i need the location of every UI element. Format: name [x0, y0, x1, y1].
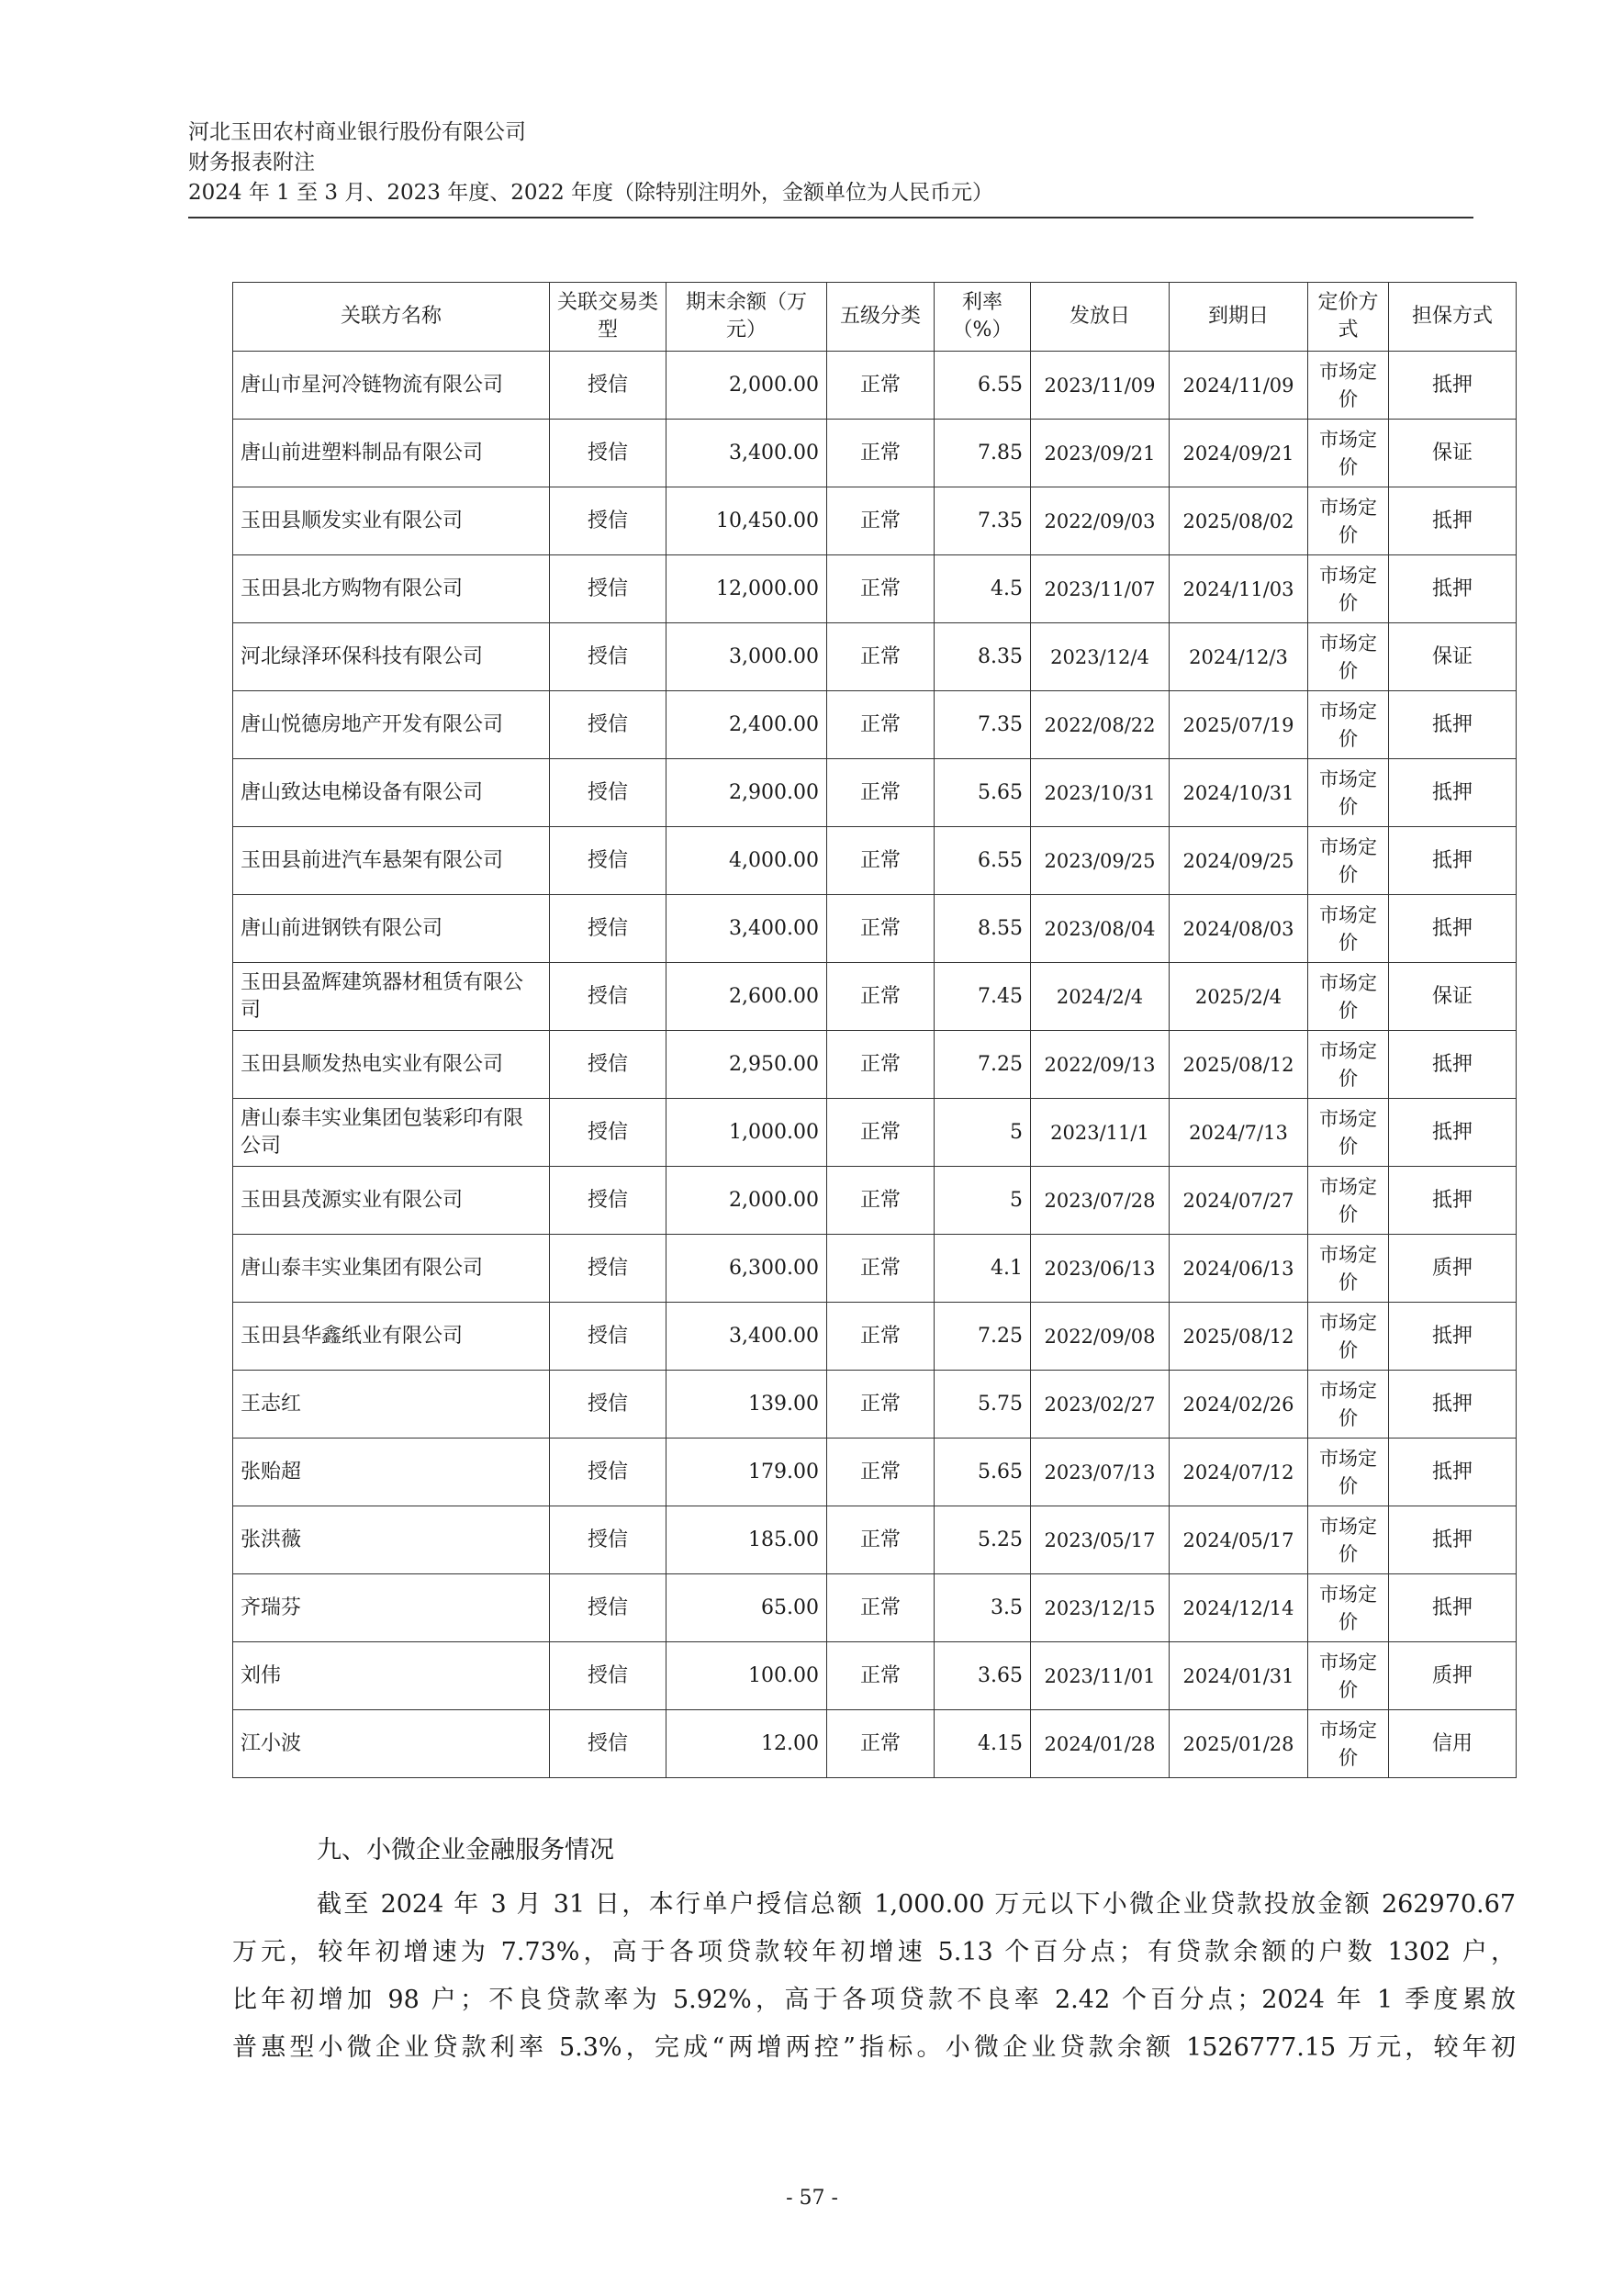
table-row: [233, 555, 1517, 623]
cell-guarantee: 抵押: [1389, 895, 1517, 963]
cell-rate: 7.35: [935, 691, 1031, 759]
cell-guarantee: 抵押: [1389, 1031, 1517, 1099]
table-row: [233, 1099, 1517, 1167]
table-row: [233, 623, 1517, 691]
table-row: [233, 963, 1517, 1031]
cell-class: 正常: [827, 895, 935, 963]
period-note: 2024 年 1 至 3 月、2023 年度、2022 年度（除特别注明外，金额单位为人民币元）: [188, 181, 994, 205]
cell-pricing: 市场定价: [1308, 1439, 1389, 1506]
cell-type: 授信: [550, 1642, 666, 1710]
cell-type: 授信: [550, 1235, 666, 1303]
cell-issue-date: 2023/11/01: [1031, 1642, 1170, 1710]
table-row: [233, 827, 1517, 895]
cell-rate: 5: [935, 1167, 1031, 1235]
cell-rate: 5.65: [935, 759, 1031, 827]
cell-pricing: 市场定价: [1308, 691, 1389, 759]
cell-issue-date: 2024/2/4: [1031, 963, 1170, 1031]
cell-due-date: 2024/7/13: [1170, 1099, 1308, 1167]
header-type: 关联交易类型: [550, 283, 666, 352]
cell-balance: 65.00: [666, 1574, 827, 1642]
table-row: [233, 1439, 1517, 1506]
cell-due-date: 2024/08/03: [1170, 895, 1308, 963]
header-guarantee: 担保方式: [1389, 283, 1517, 352]
cell-issue-date: 2023/05/17: [1031, 1506, 1170, 1574]
cell-rate: 8.35: [935, 623, 1031, 691]
cell-rate: 6.55: [935, 827, 1031, 895]
cell-class: 正常: [827, 352, 935, 420]
cell-name: 玉田县北方购物有限公司: [233, 555, 550, 623]
section-title: 九、小微企业金融服务情况: [317, 1836, 614, 1864]
cell-name: 玉田县盈辉建筑器材租赁有限公司: [233, 963, 550, 1031]
cell-guarantee: 抵押: [1389, 759, 1517, 827]
header-name: 关联方名称: [233, 283, 550, 352]
cell-issue-date: 2023/07/28: [1031, 1167, 1170, 1235]
header-balance: 期末余额（万元）: [666, 283, 827, 352]
table-row: [233, 1506, 1517, 1574]
cell-guarantee: 抵押: [1389, 352, 1517, 420]
cell-balance: 12,000.00: [666, 555, 827, 623]
cell-due-date: 2024/10/31: [1170, 759, 1308, 827]
cell-balance: 2,950.00: [666, 1031, 827, 1099]
cell-type: 授信: [550, 1099, 666, 1167]
cell-guarantee: 抵押: [1389, 1574, 1517, 1642]
cell-name: 刘伟: [233, 1642, 550, 1710]
cell-issue-date: 2023/10/31: [1031, 759, 1170, 827]
header-pricing: 定价方式: [1308, 283, 1389, 352]
cell-rate: 4.5: [935, 555, 1031, 623]
table-row: [233, 1167, 1517, 1235]
cell-issue-date: 2023/08/04: [1031, 895, 1170, 963]
cell-guarantee: 质押: [1389, 1235, 1517, 1303]
cell-type: 授信: [550, 1574, 666, 1642]
table-row: [233, 1574, 1517, 1642]
cell-guarantee: 信用: [1389, 1710, 1517, 1778]
cell-due-date: 2024/11/09: [1170, 352, 1308, 420]
cell-due-date: 2024/07/12: [1170, 1439, 1308, 1506]
cell-pricing: 市场定价: [1308, 1506, 1389, 1574]
cell-issue-date: 2024/01/28: [1031, 1710, 1170, 1778]
cell-class: 正常: [827, 759, 935, 827]
cell-balance: 10,450.00: [666, 487, 827, 555]
table-row: [233, 1235, 1517, 1303]
cell-balance: 3,400.00: [666, 895, 827, 963]
cell-balance: 185.00: [666, 1506, 827, 1574]
cell-rate: 8.55: [935, 895, 1031, 963]
cell-type: 授信: [550, 352, 666, 420]
cell-type: 授信: [550, 1710, 666, 1778]
cell-type: 授信: [550, 895, 666, 963]
cell-rate: 7.25: [935, 1303, 1031, 1371]
cell-balance: 139.00: [666, 1371, 827, 1439]
header-divider: [188, 217, 1473, 218]
cell-pricing: 市场定价: [1308, 1303, 1389, 1371]
cell-due-date: 2025/08/02: [1170, 487, 1308, 555]
cell-class: 正常: [827, 1371, 935, 1439]
table-row: [233, 1031, 1517, 1099]
table-row: [233, 352, 1517, 420]
cell-guarantee: 抵押: [1389, 1506, 1517, 1574]
cell-class: 正常: [827, 1303, 935, 1371]
cell-guarantee: 质押: [1389, 1642, 1517, 1710]
table-row: [233, 691, 1517, 759]
cell-balance: 179.00: [666, 1439, 827, 1506]
cell-pricing: 市场定价: [1308, 895, 1389, 963]
cell-guarantee: 保证: [1389, 623, 1517, 691]
section-paragraph: [232, 1881, 1516, 2072]
cell-guarantee: 保证: [1389, 420, 1517, 487]
cell-pricing: 市场定价: [1308, 1574, 1389, 1642]
cell-class: 正常: [827, 691, 935, 759]
cell-balance: 2,400.00: [666, 691, 827, 759]
table-row: [233, 1642, 1517, 1710]
cell-rate: 6.55: [935, 352, 1031, 420]
cell-due-date: 2024/09/25: [1170, 827, 1308, 895]
cell-due-date: 2024/09/21: [1170, 420, 1308, 487]
cell-type: 授信: [550, 1506, 666, 1574]
cell-rate: 5: [935, 1099, 1031, 1167]
cell-class: 正常: [827, 555, 935, 623]
table-row: [233, 420, 1517, 487]
cell-class: 正常: [827, 827, 935, 895]
cell-rate: 7.45: [935, 963, 1031, 1031]
cell-issue-date: 2023/06/13: [1031, 1235, 1170, 1303]
cell-name: 唐山泰丰实业集团包装彩印有限公司: [233, 1099, 550, 1167]
cell-pricing: 市场定价: [1308, 352, 1389, 420]
cell-guarantee: 抵押: [1389, 1439, 1517, 1506]
page-header: [188, 118, 1473, 208]
cell-issue-date: 2022/09/08: [1031, 1303, 1170, 1371]
cell-rate: 5.65: [935, 1439, 1031, 1506]
cell-balance: 6,300.00: [666, 1235, 827, 1303]
cell-rate: 7.25: [935, 1031, 1031, 1099]
cell-name: 玉田县前进汽车悬架有限公司: [233, 827, 550, 895]
cell-issue-date: 2022/09/13: [1031, 1031, 1170, 1099]
cell-pricing: 市场定价: [1308, 420, 1389, 487]
cell-due-date: 2025/08/12: [1170, 1303, 1308, 1371]
cell-balance: 3,400.00: [666, 1303, 827, 1371]
cell-issue-date: 2023/12/15: [1031, 1574, 1170, 1642]
cell-issue-date: 2023/09/21: [1031, 420, 1170, 487]
cell-balance: 4,000.00: [666, 827, 827, 895]
cell-pricing: 市场定价: [1308, 1371, 1389, 1439]
cell-pricing: 市场定价: [1308, 487, 1389, 555]
cell-class: 正常: [827, 487, 935, 555]
cell-class: 正常: [827, 1439, 935, 1506]
cell-guarantee: 抵押: [1389, 1303, 1517, 1371]
cell-class: 正常: [827, 1031, 935, 1099]
related-party-loans-table: [232, 282, 1517, 1778]
cell-rate: 7.35: [935, 487, 1031, 555]
cell-pricing: 市场定价: [1308, 759, 1389, 827]
cell-rate: 3.5: [935, 1574, 1031, 1642]
cell-pricing: 市场定价: [1308, 1031, 1389, 1099]
cell-due-date: 2024/12/14: [1170, 1574, 1308, 1642]
cell-due-date: 2024/05/17: [1170, 1506, 1308, 1574]
header-due-date: 到期日: [1170, 283, 1308, 352]
cell-due-date: 2024/02/26: [1170, 1371, 1308, 1439]
cell-guarantee: 保证: [1389, 963, 1517, 1031]
table-row: [233, 1303, 1517, 1371]
cell-rate: 5.75: [935, 1371, 1031, 1439]
cell-name: 唐山前进钢铁有限公司: [233, 895, 550, 963]
header-issue-date: 发放日: [1031, 283, 1170, 352]
cell-name: 玉田县顺发热电实业有限公司: [233, 1031, 550, 1099]
cell-balance: 3,400.00: [666, 420, 827, 487]
cell-issue-date: 2023/09/25: [1031, 827, 1170, 895]
cell-due-date: 2025/2/4: [1170, 963, 1308, 1031]
page-number: - 57 -: [786, 2187, 838, 2210]
cell-pricing: 市场定价: [1308, 1099, 1389, 1167]
cell-issue-date: 2023/02/27: [1031, 1371, 1170, 1439]
cell-name: 玉田县茂源实业有限公司: [233, 1167, 550, 1235]
cell-name: 张洪薇: [233, 1506, 550, 1574]
cell-class: 正常: [827, 1235, 935, 1303]
cell-due-date: 2024/07/27: [1170, 1167, 1308, 1235]
cell-due-date: 2025/08/12: [1170, 1031, 1308, 1099]
cell-type: 授信: [550, 1303, 666, 1371]
cell-pricing: 市场定价: [1308, 1235, 1389, 1303]
cell-rate: 4.1: [935, 1235, 1031, 1303]
cell-name: 唐山悦德房地产开发有限公司: [233, 691, 550, 759]
cell-name: 唐山前进塑料制品有限公司: [233, 420, 550, 487]
cell-rate: 7.85: [935, 420, 1031, 487]
paragraph-line: 普惠型小微企业贷款利率 5.3%，完成“两增两控”指标。小微企业贷款余额 1526777.15 万元，较年初: [232, 2033, 1516, 2062]
cell-class: 正常: [827, 420, 935, 487]
cell-name: 张贻超: [233, 1439, 550, 1506]
cell-type: 授信: [550, 555, 666, 623]
cell-name: 齐瑞芬: [233, 1574, 550, 1642]
cell-due-date: 2025/01/28: [1170, 1710, 1308, 1778]
cell-type: 授信: [550, 420, 666, 487]
cell-due-date: 2024/11/03: [1170, 555, 1308, 623]
cell-rate: 3.65: [935, 1642, 1031, 1710]
cell-name: 唐山致达电梯设备有限公司: [233, 759, 550, 827]
cell-balance: 2,000.00: [666, 352, 827, 420]
cell-class: 正常: [827, 1642, 935, 1710]
cell-type: 授信: [550, 623, 666, 691]
table-row: [233, 1710, 1517, 1778]
cell-guarantee: 抵押: [1389, 487, 1517, 555]
cell-class: 正常: [827, 1574, 935, 1642]
cell-type: 授信: [550, 1167, 666, 1235]
cell-class: 正常: [827, 963, 935, 1031]
cell-issue-date: 2023/11/1: [1031, 1099, 1170, 1167]
cell-due-date: 2024/06/13: [1170, 1235, 1308, 1303]
cell-issue-date: 2023/12/4: [1031, 623, 1170, 691]
cell-pricing: 市场定价: [1308, 1642, 1389, 1710]
cell-pricing: 市场定价: [1308, 963, 1389, 1031]
cell-type: 授信: [550, 1031, 666, 1099]
cell-balance: 2,600.00: [666, 963, 827, 1031]
cell-due-date: 2025/07/19: [1170, 691, 1308, 759]
table-row: [233, 1371, 1517, 1439]
paragraph-line: 比年初增加 98 户；不良贷款率为 5.92%，高于各项贷款不良率 2.42 个百分点；2024 年 1 季度累放: [232, 1986, 1516, 2014]
table-row: [233, 487, 1517, 555]
cell-issue-date: 2022/09/03: [1031, 487, 1170, 555]
cell-name: 江小波: [233, 1710, 550, 1778]
cell-rate: 5.25: [935, 1506, 1031, 1574]
cell-issue-date: 2023/11/09: [1031, 352, 1170, 420]
cell-class: 正常: [827, 1710, 935, 1778]
cell-due-date: 2024/01/31: [1170, 1642, 1308, 1710]
cell-balance: 1,000.00: [666, 1099, 827, 1167]
cell-type: 授信: [550, 1439, 666, 1506]
cell-pricing: 市场定价: [1308, 1710, 1389, 1778]
paragraph-line: 截至 2024 年 3 月 31 日，本行单户授信总额 1,000.00 万元以下小微企业贷款投放金额 262970.67: [317, 1890, 1516, 1919]
cell-guarantee: 抵押: [1389, 827, 1517, 895]
cell-pricing: 市场定价: [1308, 555, 1389, 623]
cell-balance: 2,900.00: [666, 759, 827, 827]
table-row: [233, 759, 1517, 827]
cell-class: 正常: [827, 1099, 935, 1167]
cell-name: 玉田县顺发实业有限公司: [233, 487, 550, 555]
cell-type: 授信: [550, 487, 666, 555]
cell-balance: 100.00: [666, 1642, 827, 1710]
cell-type: 授信: [550, 1371, 666, 1439]
cell-balance: 2,000.00: [666, 1167, 827, 1235]
document-title: 财务报表附注: [188, 151, 315, 174]
header-rate: 利率（%）: [935, 283, 1031, 352]
cell-class: 正常: [827, 1506, 935, 1574]
cell-name: 王志红: [233, 1371, 550, 1439]
cell-pricing: 市场定价: [1308, 623, 1389, 691]
cell-guarantee: 抵押: [1389, 1371, 1517, 1439]
cell-type: 授信: [550, 691, 666, 759]
cell-issue-date: 2023/11/07: [1031, 555, 1170, 623]
cell-type: 授信: [550, 963, 666, 1031]
cell-pricing: 市场定价: [1308, 827, 1389, 895]
cell-guarantee: 抵押: [1389, 691, 1517, 759]
cell-name: 唐山市星河冷链物流有限公司: [233, 352, 550, 420]
paragraph-line: 万元，较年初增速为 7.73%，高于各项贷款较年初增速 5.13 个百分点；有贷款余额的户数 1302 户，: [232, 1938, 1516, 1966]
cell-issue-date: 2023/07/13: [1031, 1439, 1170, 1506]
cell-name: 玉田县华鑫纸业有限公司: [233, 1303, 550, 1371]
cell-guarantee: 抵押: [1389, 555, 1517, 623]
cell-type: 授信: [550, 759, 666, 827]
cell-balance: 12.00: [666, 1710, 827, 1778]
cell-name: 唐山泰丰实业集团有限公司: [233, 1235, 550, 1303]
cell-due-date: 2024/12/3: [1170, 623, 1308, 691]
cell-name: 河北绿泽环保科技有限公司: [233, 623, 550, 691]
cell-class: 正常: [827, 1167, 935, 1235]
table-row: [233, 895, 1517, 963]
cell-pricing: 市场定价: [1308, 1167, 1389, 1235]
cell-balance: 3,000.00: [666, 623, 827, 691]
cell-type: 授信: [550, 827, 666, 895]
cell-class: 正常: [827, 623, 935, 691]
cell-guarantee: 抵押: [1389, 1167, 1517, 1235]
cell-rate: 4.15: [935, 1710, 1031, 1778]
cell-issue-date: 2022/08/22: [1031, 691, 1170, 759]
header-class: 五级分类: [827, 283, 935, 352]
table-header-row: [233, 283, 1517, 352]
cell-guarantee: 抵押: [1389, 1099, 1517, 1167]
company-name: 河北玉田农村商业银行股份有限公司: [188, 120, 526, 144]
